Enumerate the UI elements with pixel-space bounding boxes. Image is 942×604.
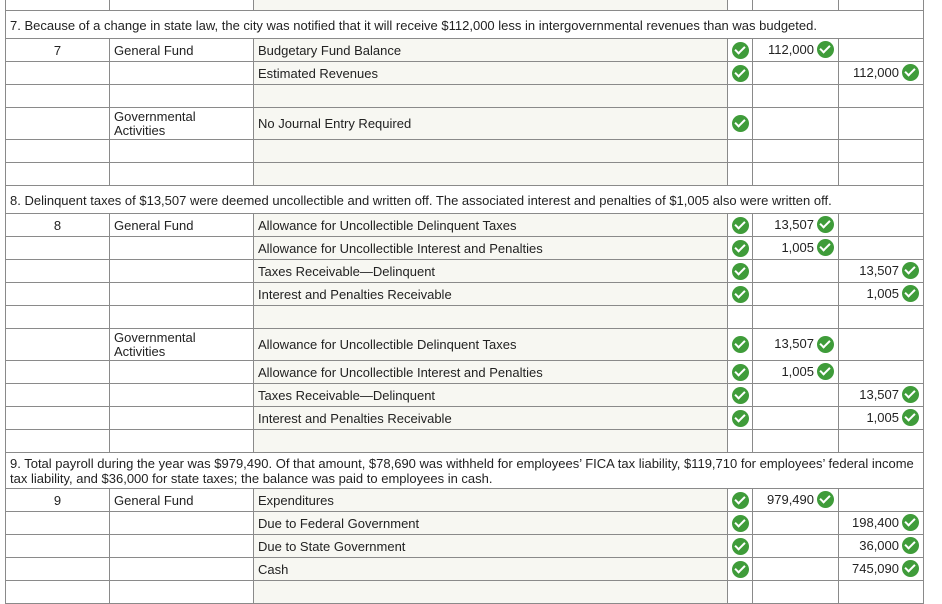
fund-cell <box>110 361 254 384</box>
debit-cell[interactable] <box>753 108 839 140</box>
table-row <box>6 384 924 407</box>
debit-cell[interactable] <box>753 237 839 260</box>
table-row <box>6 581 924 604</box>
credit-cell[interactable] <box>839 489 924 512</box>
check-icon <box>817 336 834 353</box>
check-icon <box>817 239 834 256</box>
account-check-cell <box>728 558 753 581</box>
account-cell[interactable]: Allowance for Uncollectible Delinquent Taxes <box>254 214 728 237</box>
credit-value: 112,000 <box>852 64 899 80</box>
check-icon <box>732 561 749 578</box>
account-cell[interactable] <box>254 430 728 453</box>
credit-value: 198,400 <box>852 514 899 530</box>
credit-value: 36,000 <box>859 537 899 553</box>
account-check-cell <box>728 260 753 283</box>
credit-value: 745,090 <box>852 560 899 576</box>
fund-cell <box>110 407 254 430</box>
check-icon <box>732 515 749 532</box>
credit-cell[interactable] <box>839 407 924 430</box>
check-icon <box>732 364 749 381</box>
debit-cell[interactable] <box>753 62 839 85</box>
debit-cell[interactable] <box>753 39 839 62</box>
check-icon <box>732 263 749 280</box>
account-cell[interactable]: Expenditures <box>254 489 728 512</box>
debit-cell[interactable] <box>753 260 839 283</box>
credit-cell[interactable] <box>839 108 924 140</box>
account-check-cell <box>728 512 753 535</box>
debit-value: 979,490 <box>767 491 814 507</box>
table-row <box>6 329 924 361</box>
account-cell[interactable] <box>254 140 728 163</box>
credit-value: 1,005 <box>866 285 899 301</box>
account-cell[interactable]: Allowance for Uncollectible Delinquent Taxes <box>254 329 728 361</box>
debit-cell[interactable] <box>753 214 839 237</box>
check-icon <box>732 286 749 303</box>
credit-value: 13,507 <box>859 262 899 278</box>
check-icon <box>817 216 834 233</box>
check-icon <box>902 409 919 426</box>
account-cell[interactable]: Interest and Penalties Receivable <box>254 407 728 430</box>
credit-cell[interactable] <box>839 558 924 581</box>
account-check-cell <box>728 489 753 512</box>
problem-text: 9. Total payroll during the year was $979,490. Of that amount, $78,690 was withheld for employees’ FICA tax liability, $119,710 for employees’ federal income tax liability, and $36,000 for state taxes; the balance was paid to employees in cash. <box>6 453 924 489</box>
check-icon <box>902 386 919 403</box>
debit-value: 13,507 <box>774 336 814 352</box>
check-icon <box>902 514 919 531</box>
transaction-number: 9 <box>6 489 110 512</box>
problem-description-row <box>6 186 924 214</box>
account-check-cell <box>728 108 753 140</box>
account-cell[interactable]: Estimated Revenues <box>254 62 728 85</box>
debit-cell[interactable] <box>753 512 839 535</box>
journal-entry-table <box>5 0 924 604</box>
account-check-cell <box>728 214 753 237</box>
table-row <box>6 283 924 306</box>
fund-cell <box>110 384 254 407</box>
check-icon <box>732 387 749 404</box>
account-cell[interactable] <box>254 306 728 329</box>
account-check-cell <box>728 535 753 558</box>
account-check-cell <box>728 39 753 62</box>
debit-cell[interactable] <box>753 535 839 558</box>
check-icon <box>732 42 749 59</box>
debit-cell[interactable] <box>753 329 839 361</box>
debit-cell[interactable] <box>753 558 839 581</box>
account-cell[interactable]: No Journal Entry Required <box>254 108 728 140</box>
fund-cell <box>110 535 254 558</box>
check-icon <box>732 217 749 234</box>
check-icon <box>902 560 919 577</box>
check-icon <box>732 492 749 509</box>
table-row <box>6 163 924 186</box>
check-icon <box>732 410 749 427</box>
table-row <box>6 361 924 384</box>
fund-cell: Governmental Activities <box>110 329 254 361</box>
problem-text: 8. Delinquent taxes of $13,507 were deemed uncollectible and written off. The associated interest and penalties of $1,005 also were written off. <box>6 186 924 214</box>
check-icon <box>732 240 749 257</box>
fund-cell <box>110 512 254 535</box>
fund-cell: General Fund <box>110 214 254 237</box>
account-cell[interactable] <box>254 581 728 604</box>
check-icon <box>732 336 749 353</box>
fund-cell <box>110 260 254 283</box>
table-row <box>6 62 924 85</box>
credit-cell[interactable] <box>839 283 924 306</box>
fund-cell <box>110 283 254 306</box>
debit-cell[interactable] <box>753 361 839 384</box>
credit-value: 13,507 <box>859 386 899 402</box>
table-row <box>6 489 924 512</box>
account-cell[interactable]: Cash <box>254 558 728 581</box>
debit-value: 1,005 <box>781 239 814 255</box>
check-icon <box>902 262 919 279</box>
debit-cell[interactable] <box>753 489 839 512</box>
debit-value: 112,000 <box>767 41 814 57</box>
account-check-cell <box>728 407 753 430</box>
debit-value: 13,507 <box>774 216 814 232</box>
transaction-number: 7 <box>6 39 110 62</box>
problem-description-row <box>6 11 924 39</box>
fund-cell <box>110 558 254 581</box>
credit-value: 1,005 <box>866 409 899 425</box>
account-check-cell <box>728 384 753 407</box>
fund-cell: Governmental Activities <box>110 108 254 140</box>
problem-description-row <box>6 453 924 489</box>
credit-cell[interactable] <box>839 62 924 85</box>
table-row <box>6 407 924 430</box>
check-icon <box>817 41 834 58</box>
problem-text: 7. Because of a change in state law, the city was notified that it will receive $112,000 less in intergovernmental revenues than was budgeted. <box>6 11 924 39</box>
table-row <box>6 39 924 62</box>
account-check-cell <box>728 361 753 384</box>
account-cell[interactable]: Due to Federal Government <box>254 512 728 535</box>
debit-cell[interactable] <box>753 283 839 306</box>
credit-cell[interactable] <box>839 260 924 283</box>
check-icon <box>902 285 919 302</box>
table-row <box>6 140 924 163</box>
debit-cell[interactable] <box>753 407 839 430</box>
table-row <box>6 0 924 11</box>
fund-cell <box>110 62 254 85</box>
account-cell[interactable]: Interest and Penalties Receivable <box>254 283 728 306</box>
table-row <box>6 260 924 283</box>
table-row <box>6 535 924 558</box>
account-check-cell <box>728 283 753 306</box>
credit-cell[interactable] <box>839 329 924 361</box>
check-icon <box>732 65 749 82</box>
debit-value: 1,005 <box>781 363 814 379</box>
account-cell[interactable] <box>254 85 728 108</box>
table-row <box>6 430 924 453</box>
account-check-cell <box>728 237 753 260</box>
fund-cell: General Fund <box>110 39 254 62</box>
check-icon <box>817 491 834 508</box>
table-row <box>6 558 924 581</box>
check-icon <box>817 363 834 380</box>
account-cell[interactable]: Taxes Receivable—Delinquent <box>254 260 728 283</box>
check-icon <box>732 115 749 132</box>
credit-cell[interactable] <box>839 512 924 535</box>
credit-cell[interactable] <box>839 361 924 384</box>
account-cell[interactable]: Allowance for Uncollectible Interest and Penalties <box>254 237 728 260</box>
credit-cell[interactable] <box>839 237 924 260</box>
table-row <box>6 306 924 329</box>
table-row <box>6 85 924 108</box>
table-row <box>6 512 924 535</box>
fund-cell: General Fund <box>110 489 254 512</box>
table-row <box>6 237 924 260</box>
credit-cell[interactable] <box>839 535 924 558</box>
fund-cell <box>110 237 254 260</box>
account-cell[interactable] <box>254 163 728 186</box>
account-cell[interactable]: Budgetary Fund Balance <box>254 39 728 62</box>
credit-cell[interactable] <box>839 39 924 62</box>
credit-cell[interactable] <box>839 214 924 237</box>
check-icon <box>902 64 919 81</box>
account-check-cell <box>728 62 753 85</box>
account-cell[interactable]: Allowance for Uncollectible Interest and Penalties <box>254 361 728 384</box>
check-icon <box>732 538 749 555</box>
account-cell[interactable]: Due to State Government <box>254 535 728 558</box>
check-icon <box>902 537 919 554</box>
transaction-number: 8 <box>6 214 110 237</box>
table-row <box>6 214 924 237</box>
account-check-cell <box>728 329 753 361</box>
credit-cell[interactable] <box>839 384 924 407</box>
account-cell[interactable]: Taxes Receivable—Delinquent <box>254 384 728 407</box>
table-row <box>6 108 924 140</box>
debit-cell[interactable] <box>753 384 839 407</box>
